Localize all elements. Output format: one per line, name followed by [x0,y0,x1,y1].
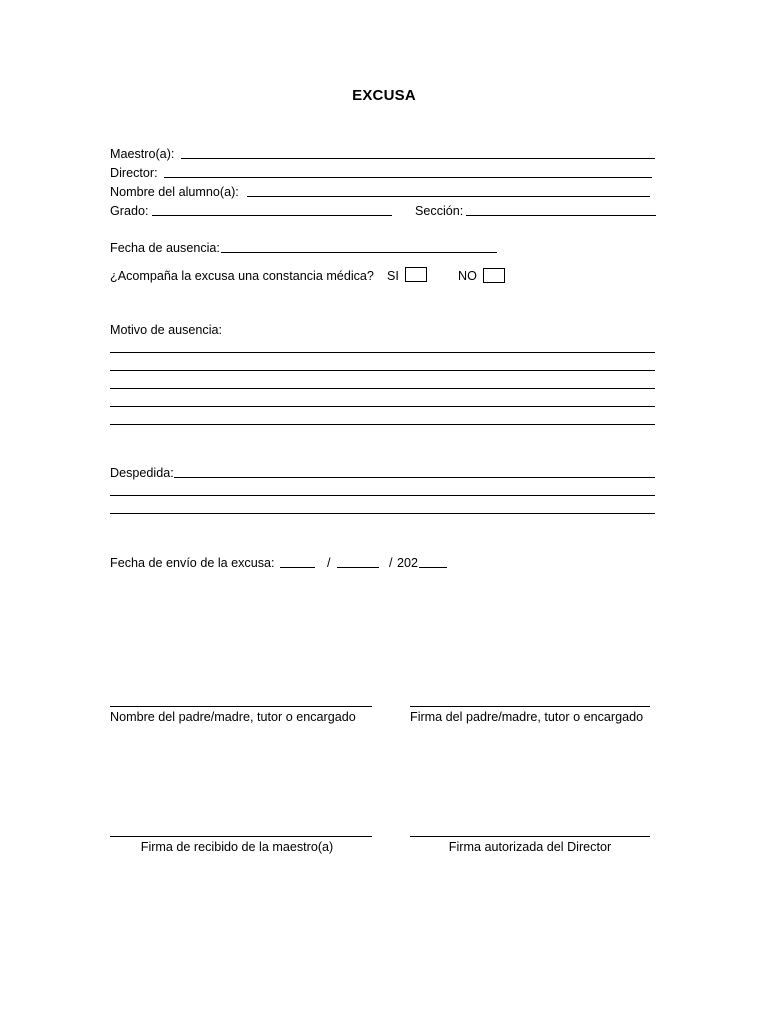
motivo-label: Motivo de ausencia: [110,323,223,337]
fecha-envio-year-field[interactable] [419,567,447,568]
fecha-envio-month-field[interactable] [337,567,379,568]
director-field[interactable] [164,177,652,178]
motivo-line-4[interactable] [110,406,655,407]
padre-firma-line[interactable] [410,706,650,707]
constancia-question: ¿Acompaña la excusa una constancia médica? [110,269,374,283]
si-checkbox[interactable] [405,267,427,282]
fecha-envio-year-prefix: 202 [397,556,419,570]
grado-label: Grado: [110,204,149,218]
director-label: Director: [110,166,158,180]
despedida-line-2[interactable] [110,495,655,496]
maestro-field[interactable] [181,158,655,159]
despedida-line-3[interactable] [110,513,655,514]
motivo-line-5[interactable] [110,424,655,425]
alumno-field[interactable] [247,196,650,197]
motivo-line-2[interactable] [110,370,655,371]
padre-nombre-line[interactable] [110,706,372,707]
si-label: SI [387,269,399,283]
maestro-firma-line[interactable] [110,836,372,837]
form-title: EXCUSA [352,87,416,104]
fecha-ausencia-field[interactable] [221,252,497,253]
despedida-line-1[interactable] [174,477,655,478]
seccion-field[interactable] [466,215,656,216]
director-firma-label: Firma autorizada del Director [448,840,612,854]
fecha-ausencia-label: Fecha de ausencia: [110,241,220,255]
no-checkbox[interactable] [483,268,505,283]
director-firma-line[interactable] [410,836,650,837]
seccion-label: Sección: [415,204,464,218]
maestro-firma-label: Firma de recibido de la maestro(a) [140,840,334,854]
alumno-label: Nombre del alumno(a): [110,185,239,199]
maestro-label: Maestro(a): [110,147,175,161]
fecha-envio-label: Fecha de envío de la excusa: [110,556,275,570]
motivo-line-3[interactable] [110,388,655,389]
fecha-envio-day-field[interactable] [280,567,315,568]
grado-field[interactable] [152,215,392,216]
padre-firma-label: Firma del padre/madre, tutor o encargado [410,710,644,724]
padre-nombre-label: Nombre del padre/madre, tutor o encargado [110,710,356,724]
despedida-label: Despedida: [110,466,174,480]
no-label: NO [458,269,477,283]
motivo-line-1[interactable] [110,352,655,353]
fecha-envio-slash-2: / [389,556,393,570]
fecha-envio-slash-1: / [327,556,331,570]
